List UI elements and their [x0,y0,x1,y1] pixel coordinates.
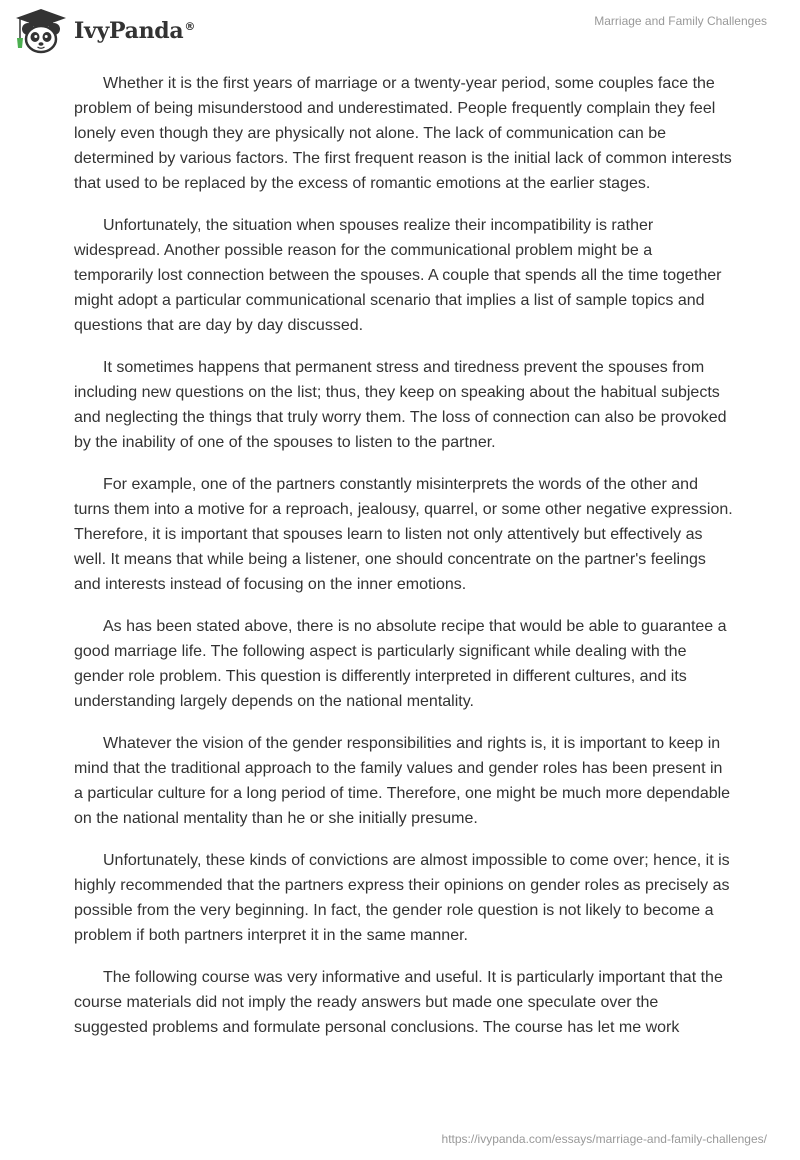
logo-wordmark [74,18,195,44]
paragraph: The following course was very informative and useful. It is particularly important that the course materials did not imply the ready answers but made one speculate over the suggested problems and formulate personal conclusions. The course has let me work [74,969,723,1036]
logo-name: IvyPanda [74,18,184,44]
paragraph: As has been stated above, there is no absolute recipe that would be able to guarantee a good marriage life. The following aspect is particularly significant while dealing with the gender role problem. This question is differently interpreted in different cultures, and its understanding largely depends on the national mentality. [74,618,727,710]
source-url-link[interactable]: https://ivypanda.com/essays/marriage-and-family-challenges/ [441,1132,767,1146]
essay-body [74,71,734,1057]
logo-registered-mark: ® [184,19,196,33]
paragraph: Unfortunately, these kinds of convictions are almost impossible to come over; hence, it is highly recommended that the partners express their opinions on gender roles as precisely as possible from the very beginning. In fact, the gender role question is not likely to become a problem if both partners interpret it in the same manner. [74,852,730,944]
paragraph: For example, one of the partners constantly misinterprets the words of the other and turns them into a motive for a reproach, jealousy, quarrel, or some other negative expression. Therefore, it is important that spouses learn to listen not only attentively but effectively as well. It means that while being a listener, one should concentrate on the partner's feelings and interests instead of focusing on the inner emotions. [74,476,733,593]
paragraph: Unfortunately, the situation when spouses realize their incompatibility is rather widespread. Another possible reason for the communicational problem might be a temporarily lost connection between the spouses. A couple that spends all the time together might adopt a particular communicational scenario that implies a list of sample topics and questions that are day by day discussed. [74,217,722,334]
page-title: Marriage and Family Challenges [594,14,767,28]
ivypanda-logo[interactable] [14,8,195,54]
paragraph: It sometimes happens that permanent stress and tiredness prevent the spouses from including new questions on the list; thus, they keep on speaking about the habitual subjects and neglecting the things that truly worry them. The loss of connection can also be provoked by the inability of one of the spouses to listen to the partner. [74,359,727,451]
paragraph: Whatever the vision of the gender responsibilities and rights is, it is important to keep in mind that the traditional approach to the family values and gender roles has been present in a particular culture for a long period of time. Therefore, one might be much more dependable on the national mentality than he or she initially presume. [74,735,731,827]
paragraph: Whether it is the first years of marriage or a twenty-year period, some couples face the problem of being misunderstood and underestimated. People frequently complain they feel lonely even though they are physically not alone. The lack of communication can be determined by various factors. The first frequent reason is the initial lack of common interests that used to be replaced by the excess of romantic emotions at the earlier stages. [74,75,732,192]
panda-graduation-cap-icon [14,8,68,54]
